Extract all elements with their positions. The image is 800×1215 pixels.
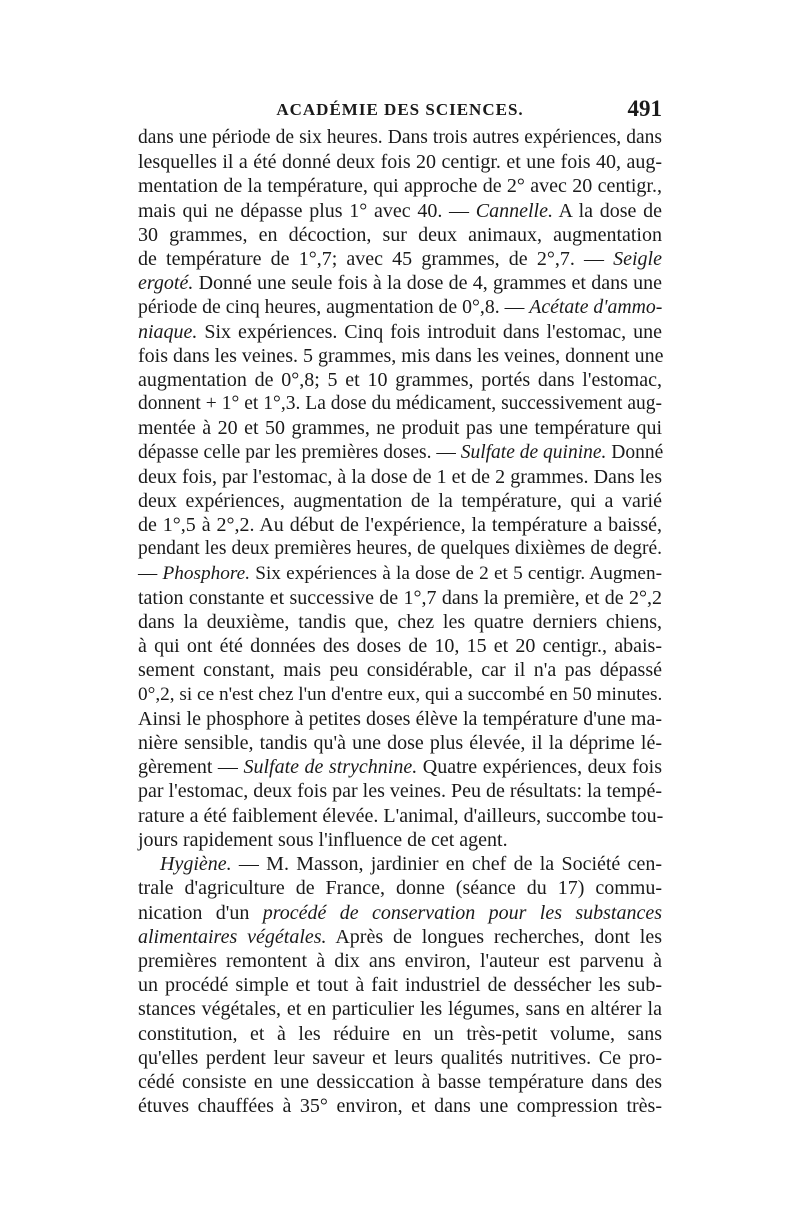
text-run: 0°,2, si ce n'est chez l'un d'entre eux, qui a succombé en 50 minutes. bbox=[138, 683, 663, 705]
text-line bbox=[138, 465, 662, 489]
text-run: mentée à 20 et 50 grammes, ne produit pas une température qui bbox=[138, 417, 662, 440]
italic-run: procédé de conservation pour les substances bbox=[262, 901, 662, 924]
text-line bbox=[138, 223, 662, 247]
text-line bbox=[138, 610, 662, 634]
text-line bbox=[138, 271, 662, 295]
text-line bbox=[138, 441, 662, 465]
text-run: premières remontent à dix ans environ, l'auteur est parvenu à bbox=[138, 949, 662, 972]
text-line bbox=[138, 513, 662, 537]
text-line bbox=[138, 779, 662, 803]
text-run: pendant les deux premières heures, de quelques dixièmes de degré. bbox=[138, 538, 662, 560]
text-line bbox=[138, 174, 662, 198]
text-line bbox=[138, 1046, 662, 1070]
text-line bbox=[138, 925, 662, 949]
text-run: constitution, et à les réduire en un très-petit volume, sans bbox=[138, 1022, 662, 1045]
text-run: gèrement — bbox=[138, 756, 244, 779]
text-line bbox=[138, 368, 662, 392]
text-run: 30 grammes, en décoction, sur deux animaux, augmentation bbox=[138, 223, 662, 246]
text-run: dépasse celle par les premières doses. — bbox=[138, 441, 461, 463]
text-line bbox=[138, 150, 662, 174]
text-line bbox=[138, 707, 662, 731]
italic-run: Sulfate de quinine. bbox=[460, 441, 607, 463]
text-run: lesquelles il a été donné deux fois 20 centigr. et une fois 40, aug- bbox=[138, 151, 662, 174]
text-run: Six expériences. Cinq fois introduit dans l'estomac, une bbox=[197, 320, 662, 343]
text-line bbox=[138, 247, 662, 271]
text-run: sement constant, mais peu considérable, car il n'a pas dépassé bbox=[138, 659, 662, 682]
running-head bbox=[138, 96, 662, 126]
text-line bbox=[138, 126, 662, 150]
page-number: 491 bbox=[627, 96, 662, 121]
text-run: étuves chauffées à 35° environ, et dans une compression très- bbox=[138, 1095, 662, 1118]
italic-run: Acétate d'ammo- bbox=[529, 296, 663, 319]
text-run: dans une période de six heures. Dans trois autres expériences, dans bbox=[138, 127, 662, 148]
body-text bbox=[138, 126, 662, 1118]
text-line bbox=[138, 416, 662, 440]
text-line bbox=[138, 199, 662, 223]
text-run: fois dans les veines. 5 grammes, mis dans les veines, donnent une bbox=[138, 344, 664, 367]
text-run: Six expériences à la dose de 2 et 5 centigr. Augmen- bbox=[250, 562, 663, 584]
text-run: deux fois, par l'estomac, à la dose de 1 et de 2 grammes. Dans les bbox=[138, 465, 662, 488]
italic-run: Sulfate de strychnine. bbox=[243, 756, 418, 779]
text-line bbox=[138, 901, 662, 925]
text-line bbox=[138, 537, 662, 561]
text-run: — M. Masson, jardinier en chef de la Société cen- bbox=[231, 853, 662, 876]
text-line bbox=[138, 586, 662, 610]
italic-run: niaque. bbox=[138, 320, 198, 343]
italic-run: Phosphore. bbox=[162, 562, 251, 584]
text-line bbox=[138, 949, 662, 973]
text-run: par l'estomac, deux fois par les veines. Peu de résultats: la tempé- bbox=[138, 780, 662, 803]
text-line bbox=[138, 973, 662, 997]
text-line bbox=[138, 683, 662, 707]
text-run: Donné une seule fois à la dose de 4, grammes et dans une bbox=[193, 272, 662, 295]
text-line bbox=[138, 1022, 662, 1046]
text-run: nication d'un bbox=[138, 901, 263, 924]
text-line bbox=[138, 489, 662, 513]
text-line bbox=[138, 828, 662, 852]
text-run: — bbox=[138, 562, 163, 584]
text-run: tation constante et successive de 1°,7 dans la première, et de 2°,2 bbox=[138, 586, 662, 609]
text-line bbox=[138, 392, 662, 416]
text-run: A la dose de bbox=[552, 199, 662, 222]
text-run: à qui ont été données des doses de 10, 15 et 20 centigr., abais- bbox=[138, 635, 662, 658]
text-run: période de cinq heures, augmentation de 0°,8. — bbox=[138, 296, 530, 319]
text-run: nière sensible, tandis qu'à une dose plus élevée, il la déprime lé- bbox=[138, 732, 662, 755]
text-run: rature a été faiblement élevée. L'animal, d'ailleurs, succombe tou- bbox=[138, 804, 664, 827]
text-line bbox=[138, 634, 662, 658]
text-run: cédé consiste en une dessiccation à basse température dans des bbox=[138, 1070, 662, 1093]
italic-run: Cannelle. bbox=[475, 199, 553, 222]
text-run: Après de longues recherches, dont les bbox=[326, 925, 663, 948]
text-run: trale d'agriculture de France, donne (séance du 17) commu- bbox=[138, 877, 662, 900]
text-line bbox=[138, 997, 662, 1021]
text-run: augmentation de 0°,8; 5 et 10 grammes, portés dans l'estomac, bbox=[138, 369, 662, 392]
running-title: ACADÉMIE DES SCIENCES. bbox=[276, 100, 524, 119]
text-run: qu'elles perdent leur saveur et leurs qualités nutritives. Ce pro- bbox=[138, 1046, 662, 1069]
text-line bbox=[138, 562, 662, 586]
italic-run: Seigle bbox=[613, 248, 662, 271]
text-line bbox=[138, 804, 662, 828]
text-run: jours rapidement sous l'influence de cet agent. bbox=[138, 828, 508, 851]
text-run: mais qui ne dépasse plus 1° avec 40. — bbox=[138, 199, 476, 222]
text-line bbox=[138, 755, 662, 779]
text-line bbox=[138, 876, 662, 900]
text-line bbox=[138, 852, 662, 876]
text-run: Ainsi le phosphore à petites doses élève la température d'une ma- bbox=[138, 707, 662, 730]
text-line bbox=[138, 1070, 662, 1094]
text-run: Donné bbox=[606, 441, 664, 463]
italic-run: Hygiène. bbox=[160, 853, 232, 876]
text-line bbox=[138, 1094, 662, 1118]
italic-run: ergoté. bbox=[138, 272, 194, 295]
italic-run: alimentaires végétales. bbox=[138, 925, 327, 948]
text-line bbox=[138, 344, 662, 368]
text-run: deux expériences, augmentation de la température, qui a varié bbox=[138, 490, 662, 513]
text-run: un procédé simple et tout à fait industriel de dessécher les sub- bbox=[138, 974, 662, 997]
text-line bbox=[138, 320, 662, 344]
text-line bbox=[138, 295, 662, 319]
text-run: Quatre expériences, deux fois bbox=[417, 756, 662, 779]
text-line bbox=[138, 731, 662, 755]
text-run: stances végétales, et en particulier les légumes, sans en altérer la bbox=[138, 998, 662, 1021]
text-run: de 1°,5 à 2°,2. Au début de l'expérience, la température a baissé, bbox=[138, 514, 662, 537]
text-run: mentation de la température, qui approche de 2° avec 20 centigr., bbox=[138, 175, 662, 198]
text-run: donnent + 1° et 1°,3. La dose du médicament, successivement aug- bbox=[138, 393, 662, 415]
text-line bbox=[138, 658, 662, 682]
text-run: de température de 1°,7; avec 45 grammes, de 2°,7. — bbox=[138, 248, 614, 271]
text-run: dans la deuxième, tandis que, chez les quatre derniers chiens, bbox=[138, 611, 662, 634]
